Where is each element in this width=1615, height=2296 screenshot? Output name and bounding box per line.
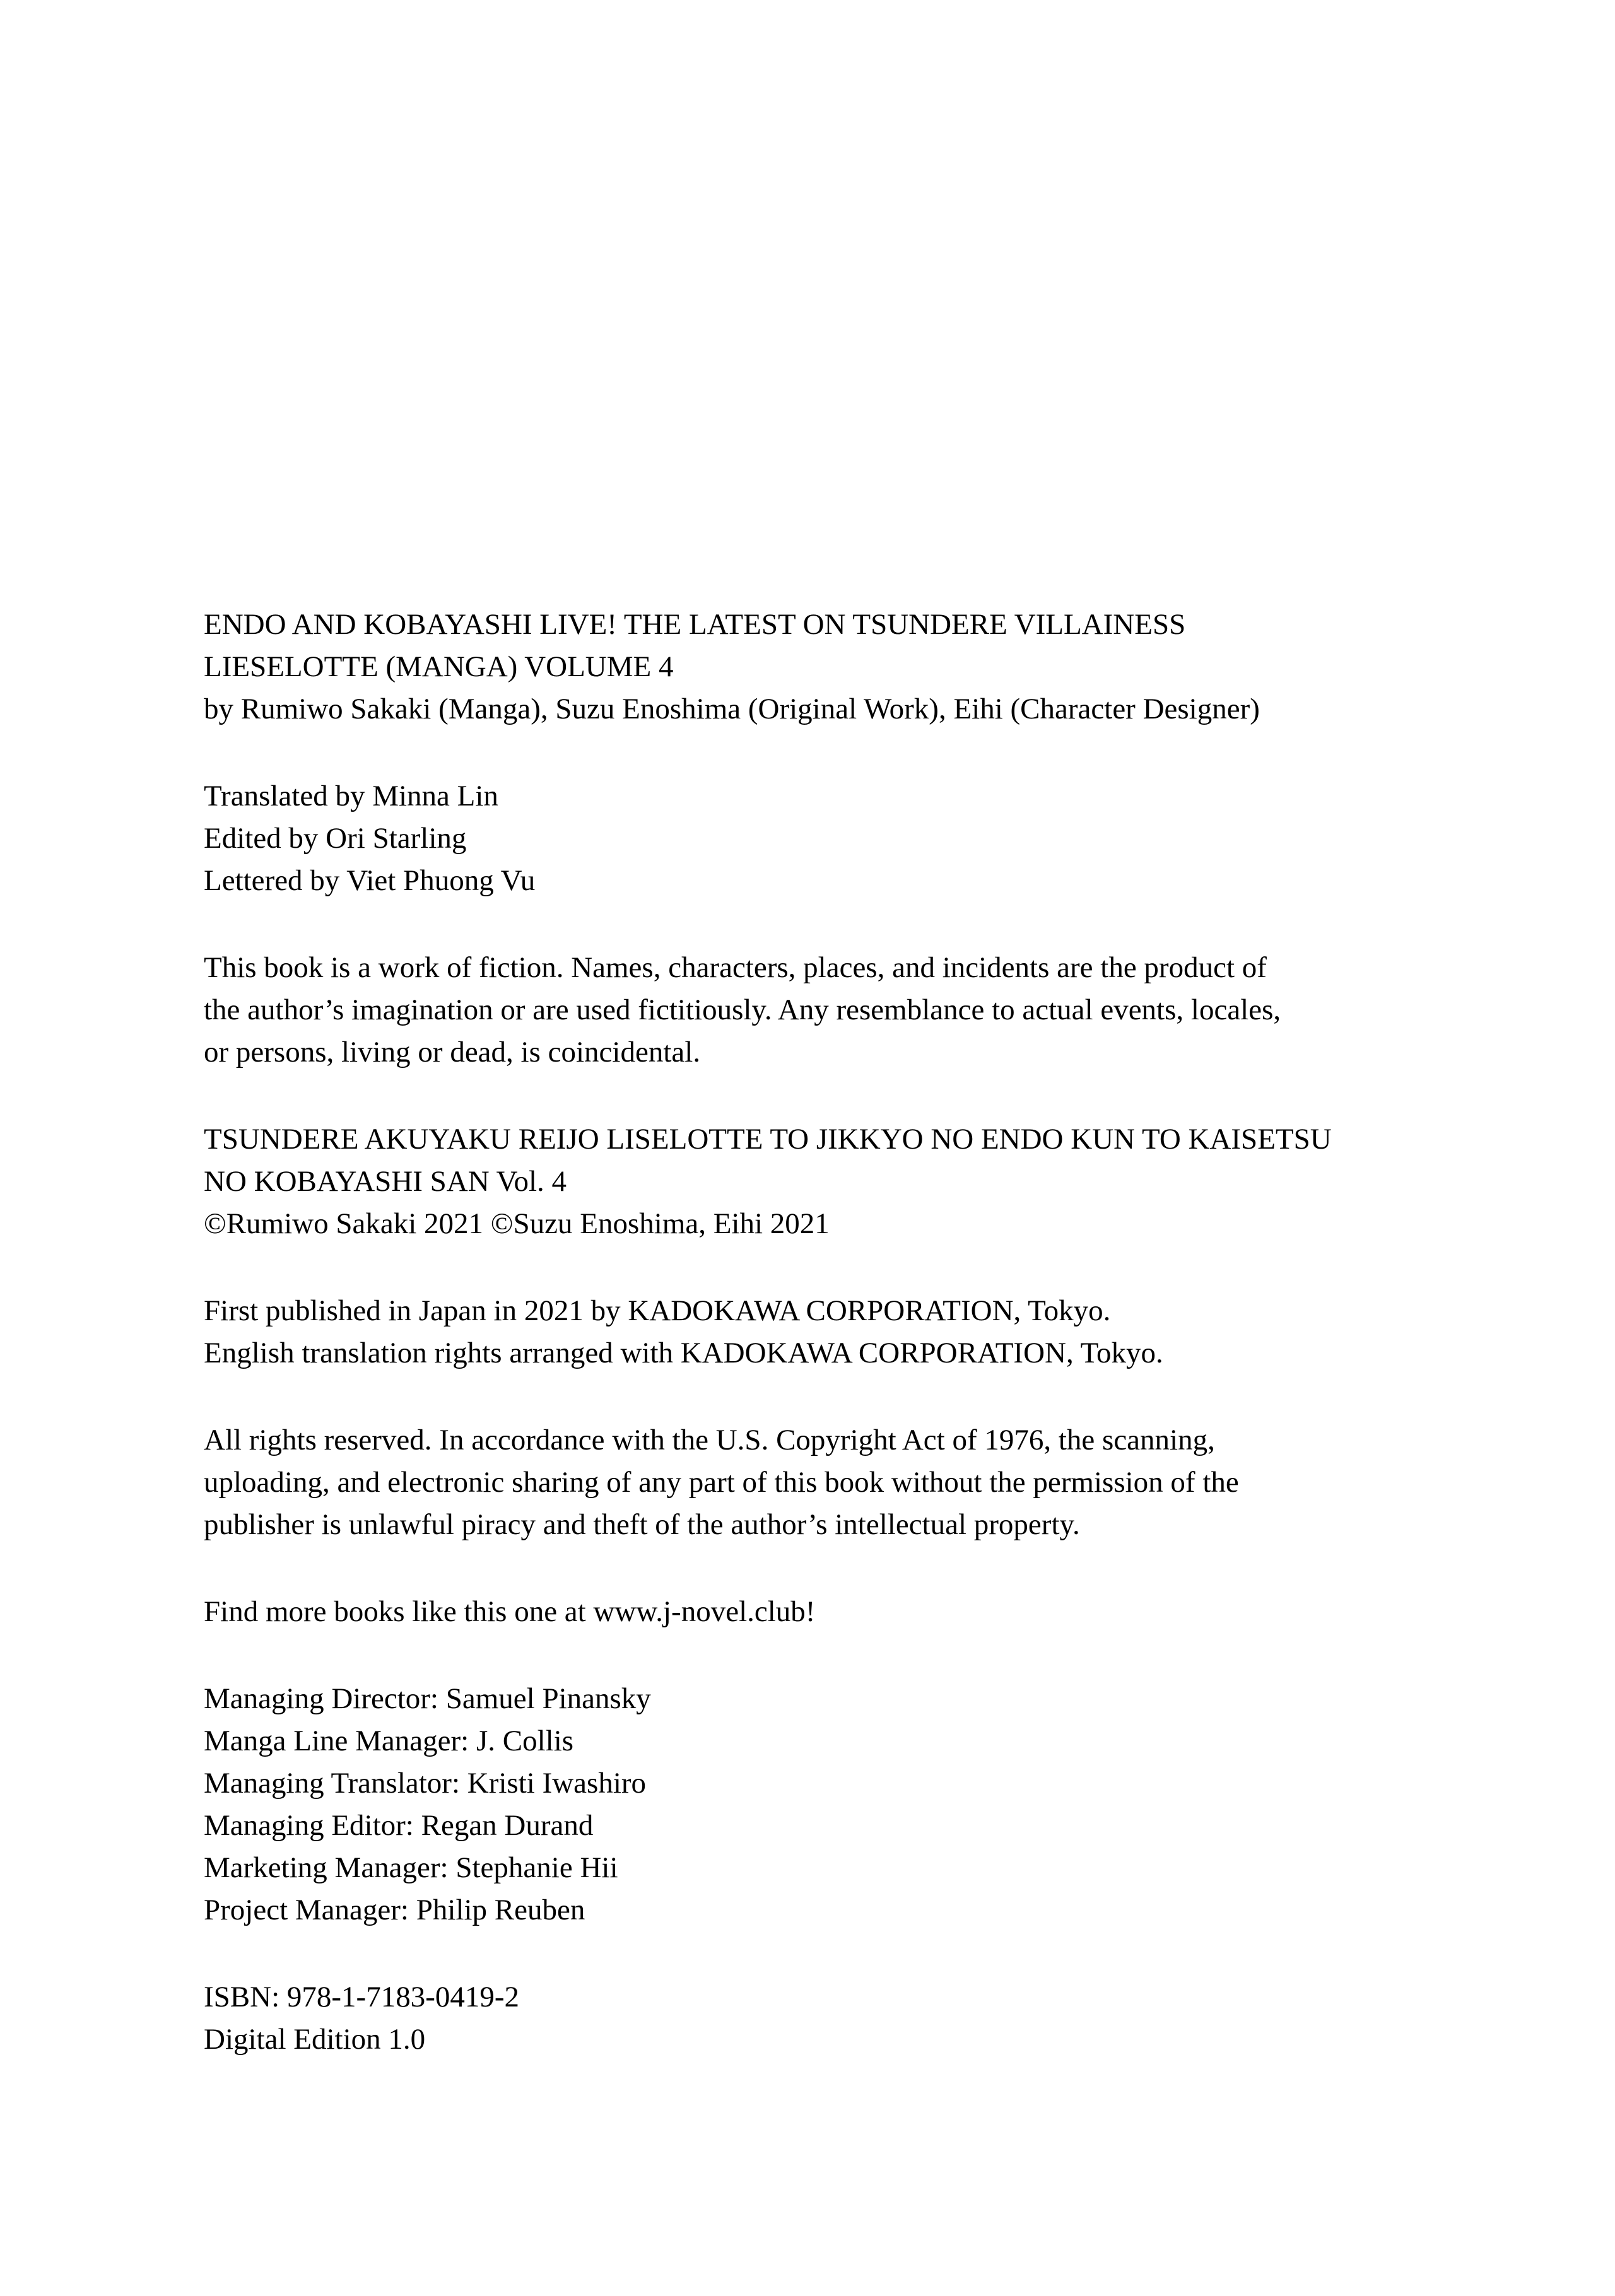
staff-managing-editor: Managing Editor: Regan Durand — [204, 1809, 594, 1842]
isbn-line: ISBN: 978-1-7183-0419-2 — [204, 1981, 519, 2013]
colophon-text-block — [204, 604, 1516, 2061]
localization-credits — [204, 775, 1516, 902]
editor-credit: Edited by Ori Starling — [204, 822, 467, 855]
translator-credit: Translated by Minna Lin — [204, 780, 498, 812]
staff-list — [204, 1678, 1516, 1931]
title-block — [204, 604, 1516, 730]
letterer-credit: Lettered by Viet Phuong Vu — [204, 864, 536, 897]
disclaimer-line-1: This book is a work of fiction. Names, characters, places, and incidents are the product of — [204, 951, 1267, 984]
rights-line-2: uploading, and electronic sharing of any part of this book without the permission of the — [204, 1466, 1239, 1499]
rights-line-3: publisher is unlawful piracy and theft of the author’s intellectual property. — [204, 1508, 1080, 1541]
digital-edition-line: Digital Edition 1.0 — [204, 2023, 426, 2056]
copyright-line: ©Rumiwo Sakaki 2021 ©Suzu Enoshima, Eihi 2021 — [204, 1207, 830, 1240]
publication-info — [204, 1290, 1516, 1374]
original-japanese-title — [204, 1118, 1516, 1245]
japanese-title-line-1: TSUNDERE AKUYAKU REIJO LISELOTTE TO JIKKYO NO ENDO KUN TO KAISETSU — [204, 1123, 1332, 1156]
staff-marketing-manager: Marketing Manager: Stephanie Hii — [204, 1851, 618, 1884]
staff-managing-director: Managing Director: Samuel Pinansky — [204, 1682, 651, 1715]
book-byline: by Rumiwo Sakaki (Manga), Suzu Enoshima (Original Work), Eihi (Character Designer) — [204, 693, 1260, 725]
promo-line-block — [204, 1591, 1516, 1633]
disclaimer-line-3: or persons, living or dead, is coincidental. — [204, 1036, 701, 1069]
first-published-line: First published in Japan in 2021 by KADOKAWA CORPORATION, Tokyo. — [204, 1294, 1111, 1327]
staff-project-manager: Project Manager: Philip Reuben — [204, 1894, 585, 1926]
book-title-line-1: ENDO AND KOBAYASHI LIVE! THE LATEST ON TSUNDERE VILLAINESS — [204, 608, 1186, 641]
staff-manga-line-manager: Manga Line Manager: J. Collis — [204, 1725, 574, 1757]
rights-line-1: All rights reserved. In accordance with the U.S. Copyright Act of 1976, the scanning, — [204, 1424, 1215, 1456]
book-title-line-2: LIESELOTTE (MANGA) VOLUME 4 — [204, 650, 674, 683]
rights-notice — [204, 1419, 1516, 1546]
promo-line: Find more books like this one at www.j-novel.club! — [204, 1595, 816, 1628]
staff-managing-translator: Managing Translator: Kristi Iwashiro — [204, 1767, 647, 1800]
disclaimer-line-2: the author’s imagination or are used fictitiously. Any resemblance to actual events, locales, — [204, 993, 1281, 1026]
edition-info — [204, 1976, 1516, 2061]
translation-rights-line: English translation rights arranged with KADOKAWA CORPORATION, Tokyo. — [204, 1337, 1163, 1369]
japanese-title-line-2: NO KOBAYASHI SAN Vol. 4 — [204, 1165, 567, 1198]
fiction-disclaimer — [204, 947, 1516, 1074]
